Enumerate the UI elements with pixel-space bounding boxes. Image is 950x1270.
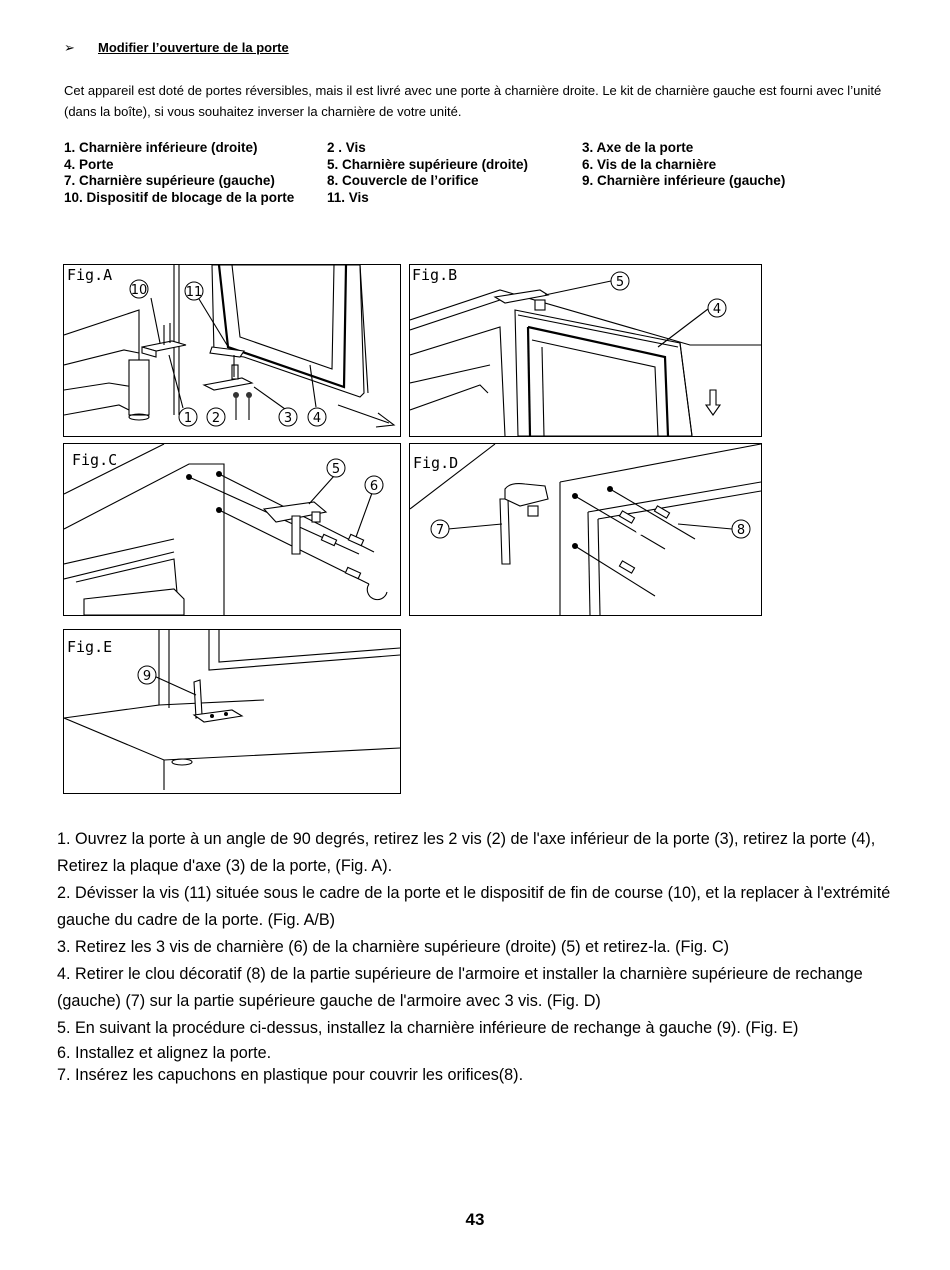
parts-column-2 [327, 140, 528, 207]
callout-10: 10 [130, 283, 148, 298]
part-item: 7. Charnière supérieure (gauche) [64, 173, 275, 189]
figure-b-label: Fig.B [412, 266, 458, 284]
figure-a-label: Fig.A [67, 266, 113, 284]
figure-a [63, 264, 401, 437]
part-item: 8. Couvercle de l’orifice [327, 173, 479, 189]
figure-c-drawing [64, 444, 400, 615]
figure-b-drawing [410, 265, 761, 436]
figure-d-label: Fig.D [413, 454, 459, 472]
section-title: Modifier l’ouverture de la porte [98, 40, 289, 55]
figure-e-label: Fig.E [67, 638, 113, 656]
step-item: 4. Retirer le clou décoratif (8) de la partie supérieure de l'armoire et installer la charnière supérieure de rechange (gauche) (7) sur la partie supérieure gauche de l'armoire avec 3 vis. (Fig. D) [57, 965, 863, 1010]
callout-4: 4 [312, 411, 322, 426]
step-item: 7. Insérez les capuchons en plastique pour couvrir les orifices(8). [57, 1066, 524, 1084]
section-heading [64, 40, 289, 56]
parts-column-3 [582, 140, 785, 190]
callout-1: 1 [183, 411, 193, 426]
figure-c [63, 443, 401, 616]
part-item: 3. Axe de la porte [582, 140, 694, 155]
step-item: 1. Ouvrez la porte à un angle de 90 degrés, retirez les 2 vis (2) de l'axe inférieur de la porte (3), retirez la porte (4), Retirez la plaque d'axe (3) de la porte, (Fig. A). [57, 830, 876, 875]
instruction-steps [57, 826, 917, 1086]
callout-4: 4 [712, 302, 722, 317]
part-item: 11. Vis [327, 190, 369, 206]
figure-c-label: Fig.C [72, 451, 118, 469]
part-item: 4. Porte [64, 156, 114, 172]
parts-column-1 [64, 140, 294, 207]
callout-2: 2 [211, 411, 221, 426]
figure-d-drawing [410, 444, 761, 615]
figure-a-drawing [64, 265, 400, 436]
figure-e-drawing [64, 630, 400, 793]
callout-3: 3 [283, 411, 293, 426]
figure-d [409, 443, 762, 616]
callout-5: 5 [615, 275, 625, 290]
step-item: 3. Retirez les 3 vis de charnière (6) de la charnière supérieure (droite) (5) et retirez-la. (Fig. C) [57, 938, 730, 956]
step-item: 2. Dévisser la vis (11) située sous le cadre de la porte et le dispositif de fin de course (10), et la replacer à l'extrémité gauche du cadre de la porte. (Fig. A/B) [57, 884, 891, 929]
page-number: 43 [465, 1210, 485, 1229]
part-item: 10. Dispositif de blocage de la porte [64, 190, 295, 206]
callout-7: 7 [435, 523, 445, 538]
figure-e [63, 629, 401, 794]
part-item: 9. Charnière inférieure (gauche) [582, 173, 786, 189]
callout-6: 6 [369, 479, 379, 494]
callout-8: 8 [736, 523, 746, 538]
part-item: 6. Vis de la charnière [582, 156, 717, 172]
callout-9: 9 [142, 669, 152, 684]
arrow-bullet-icon: ➢ [64, 40, 75, 55]
part-item: 2 . Vis [327, 140, 366, 155]
intro-paragraph: Cet appareil est doté de portes réversibles, mais il est livré avec une porte à charnière droite. Le kit de charnière gauche est fourni avec l’unité (dans la boîte), si vous souhaitez inverser la charnière de votre unité. [64, 83, 882, 119]
figure-b [409, 264, 762, 437]
callout-11: 11 [185, 285, 203, 300]
part-item: 1. Charnière inférieure (droite) [64, 140, 258, 155]
part-item: 5. Charnière supérieure (droite) [327, 156, 529, 172]
callout-5: 5 [331, 462, 341, 477]
step-item: 6. Installez et alignez la porte. [57, 1044, 272, 1062]
step-item: 5. En suivant la procédure ci-dessus, installez la charnière inférieure de rechange à gauche (9). (Fig. E) [57, 1019, 799, 1037]
